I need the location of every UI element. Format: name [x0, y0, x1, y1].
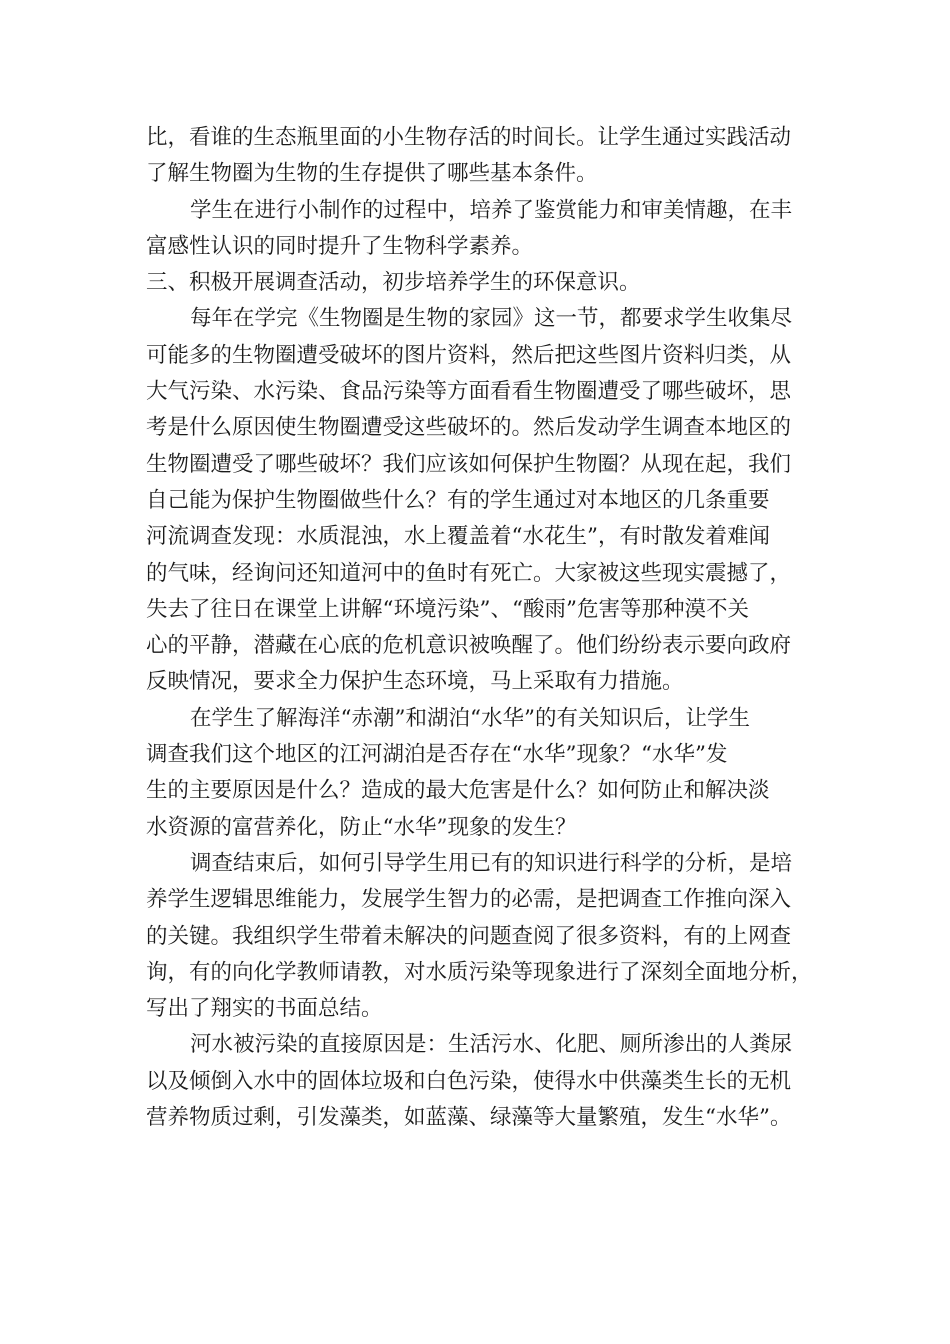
text-line: 以及倾倒入水中的固体垃圾和白色污染，使得水中供藻类生长的无机 — [146, 1068, 792, 1094]
text-line: 的关键。我组织学生带着未解决的问题查阅了很多资料，有的上网查 — [146, 923, 792, 949]
text-line: 可能多的生物圈遭受破坏的图片资料，然后把这些图片资料归类，从 — [146, 342, 792, 368]
text-line: 考是什么原因使生物圈遭受这些破坏的。然后发动学生调查本地区的 — [146, 415, 792, 441]
text-line: 生的主要原因是什么？造成的最大危害是什么？如何防止和解决淡 — [146, 778, 770, 804]
text-line: 营养物质过剩，引发藻类，如蓝藻、绿藻等大量繁殖，发生“水华”。 — [146, 1105, 792, 1131]
text-line: 的气味，经询问还知道河中的鱼时有死亡。大家被这些现实震撼了， — [146, 560, 792, 586]
paragraph-first-line: 河水被污染的直接原因是：生活污水、化肥、厕所渗出的人粪尿 — [190, 1032, 793, 1058]
text-line: 大气污染、水污染、食品污染等方面看看生物圈遭受了哪些破坏，思 — [146, 379, 792, 405]
text-line: 养学生逻辑思维能力，发展学生智力的必需，是把调查工作推向深入 — [146, 887, 792, 913]
text-line: 写出了翔实的书面总结。 — [146, 996, 383, 1022]
text-line: 比，看谁的生态瓶里面的小生物存活的时间长。让学生通过实践活动 — [146, 125, 792, 150]
section-heading: 三、积极开展调查活动，初步培养学生的环保意识。 — [146, 270, 641, 296]
paragraph-first-line: 调查结束后，如何引导学生用已有的知识进行科学的分析，是培 — [190, 850, 793, 876]
text-line: 反映情况，要求全力保护生态环境，马上采取有力措施。 — [146, 669, 684, 695]
text-line: 自己能为保护生物圈做些什么？有的学生通过对本地区的几条重要 — [146, 487, 770, 513]
text-line: 失去了往日在课堂上讲解“环境污染”、“酸雨”危害等那种漠不关 — [146, 596, 749, 622]
text-line: 询，有的向化学教师请教，对水质污染等现象进行了深刻全面地分析， — [146, 959, 813, 985]
text-line: 调查我们这个地区的江河湖泊是否存在“水华”现象？“水华”发 — [146, 742, 728, 768]
text-line: 河流调查发现：水质混浊，水上覆盖着“水花生”，有时散发着难闻 — [146, 524, 770, 550]
paragraph-first-line: 在学生了解海洋“赤潮”和湖泊“水华”的有关知识后，让学生 — [190, 705, 750, 731]
paragraph-first-line: 学生在进行小制作的过程中，培养了鉴赏能力和审美情趣，在丰 — [190, 197, 793, 223]
text-line: 水资源的富营养化，防止“水华”现象的发生？ — [146, 814, 577, 840]
text-line: 心的平静，潜藏在心底的危机意识被唤醒了。他们纷纷表示要向政府 — [146, 633, 792, 659]
text-line: 生物圈遭受了哪些破坏？我们应该如何保护生物圈？从现在起，我们 — [146, 451, 792, 477]
text-line: 了解生物圈为生物的生存提供了哪些基本条件。 — [146, 161, 598, 187]
paragraph-first-line: 每年在学完《生物圈是生物的家园》这一节，都要求学生收集尽 — [190, 306, 793, 332]
document-body — [146, 120, 816, 1136]
text-line: 富感性认识的同时提升了生物科学素养。 — [146, 233, 534, 259]
